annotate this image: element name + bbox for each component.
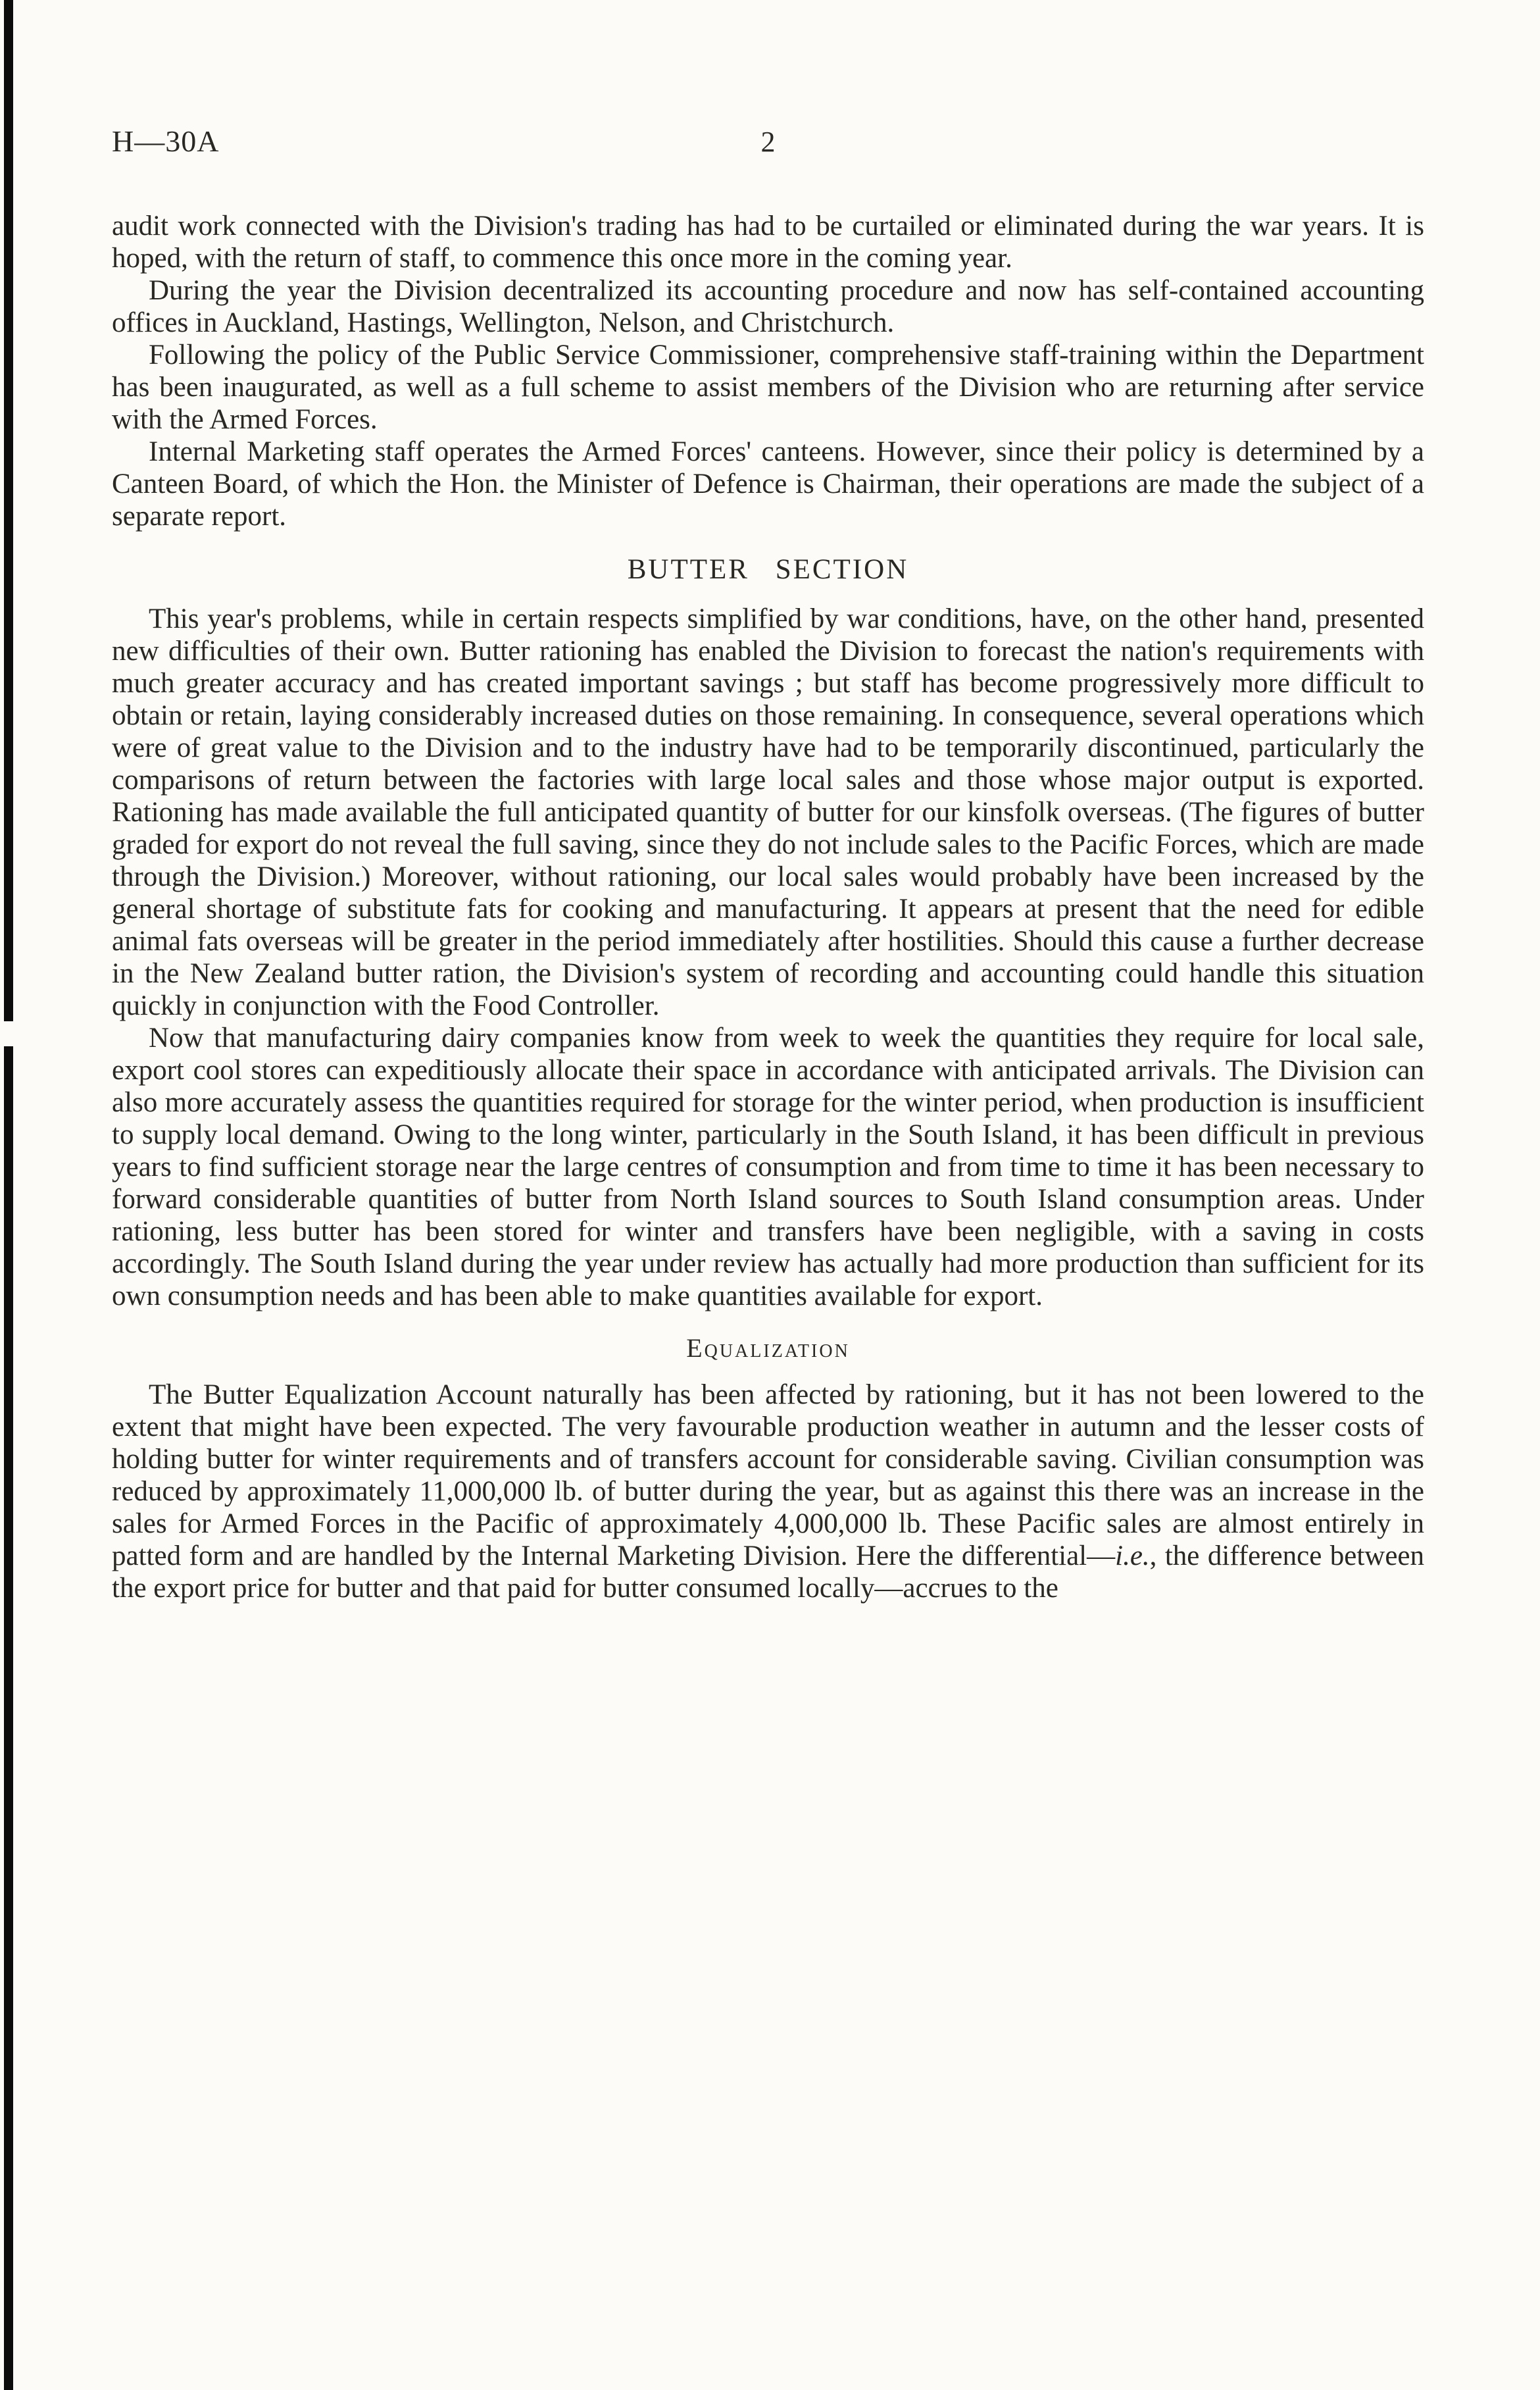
document-reference: H—30A	[112, 124, 220, 158]
document-body	[112, 210, 1424, 1604]
equalization-text-before-italic: The Butter Equalization Account naturally has been affected by rationing, but it has not been lowered to the extent that might have been expected. The very favourable production weather in autumn and the lesser costs of holding butter for winter requirements and of transfers account for considerable saving. Civilian consumption was reduced by approximately 11,000,000 lb. of butter during the year, but as against this there was an increase in the sales for Armed Forces in the Pacific of approximately 4,000,000 lb. These Pacific sales are almost entirely in patted form and are handled by the Internal Marketing Division. Here the differential—	[112, 1379, 1424, 1571]
page-content	[112, 124, 1424, 1604]
paragraph-armed-forces-canteens: Internal Marketing staff operates the Armed Forces' canteens. However, since their policy is determined by a Canteen Board, of which the Hon. the Minister of Defence is Chairman, their operations are made the subject of a separate report.	[112, 436, 1424, 532]
heading-equalization: Equalization	[686, 1333, 850, 1363]
heading-butter-section: BUTTER SECTION	[627, 554, 909, 585]
equalization-italic-ie: i.e.	[1115, 1540, 1150, 1571]
page-header	[112, 124, 1424, 159]
scan-spine-edge-top	[4, 0, 13, 1021]
equalization-text-after-italic: , the difference between the export price for butter and that paid for butter consumed locally—accrues to the	[112, 1540, 1424, 1604]
scan-spine-edge-bottom	[4, 1046, 13, 2390]
paragraph-decentralized-accounting: During the year the Division decentralized its accounting procedure and now has self-contained accounting offices in Auckland, Hastings, Wellington, Nelson, and Christchurch.	[112, 275, 1424, 338]
paragraph-staff-training: Following the policy of the Public Service Commissioner, comprehensive staff-training within the Department has been inaugurated, as well as a full scheme to assist members of the Division who are returning after service with the Armed Forces.	[112, 340, 1424, 435]
paragraph-audit-work: audit work connected with the Division's trading has had to be curtailed or eliminated during the war years. It is hoped, with the return of staff, to commence this once more in the coming year.	[112, 211, 1424, 274]
paragraph-butter-rationing-problems: This year's problems, while in certain respects simplified by war conditions, have, on the other hand, presented new difficulties of their own. Butter rationing has enabled the Division to forecast the nation's requirements with much greater accuracy and has created important savings ; but staff has become progressively more difficult to obtain or retain, laying considerably increased duties on those remaining. In consequence, several operations which were of great value to the Division and to the industry have had to be temporarily discontinued, particularly the comparisons of return between the factories with large local sales and those whose major output is exported. Rationing has made available the full anticipated quantity of butter for our kinsfolk overseas. (The figures of butter graded for export do not reveal the full saving, since they do not include sales to the Pacific Forces, which are made through the Division.) Moreover, without rationing, our local sales would probably have been increased by the general shortage of substitute fats for cooking and manufacturing. It appears at present that the need for edible animal fats overseas will be greater in the period immediately after hostilities. Should this cause a further decrease in the New Zealand butter ration, the Division's system of recording and accounting could handle this situation quickly in conjunction with the Food Controller.	[112, 603, 1424, 1021]
paragraph-butter-winter-storage: Now that manufacturing dairy companies know from week to week the quantities they require for local sale, export cool stores can expeditiously allocate their space in accordance with anticipated arrivals. The Division can also more accurately assess the quantities required for storage for the winter period, when production is insufficient to supply local demand. Owing to the long winter, particularly in the South Island, it has been difficult in previous years to find sufficient storage near the large centres of consumption and from time to time it has been necessary to forward considerable quantities of butter from North Island sources to South Island consumption areas. Under rationing, less butter has been stored for winter and transfers have been negligible, with a saving in costs accordingly. The South Island during the year under review has actually had more production than sufficient for its own consumption needs and has been able to make quantities available for export.	[112, 1023, 1424, 1311]
paragraph-butter-equalization-account	[112, 1379, 1424, 1604]
page-number: 2	[760, 126, 776, 158]
